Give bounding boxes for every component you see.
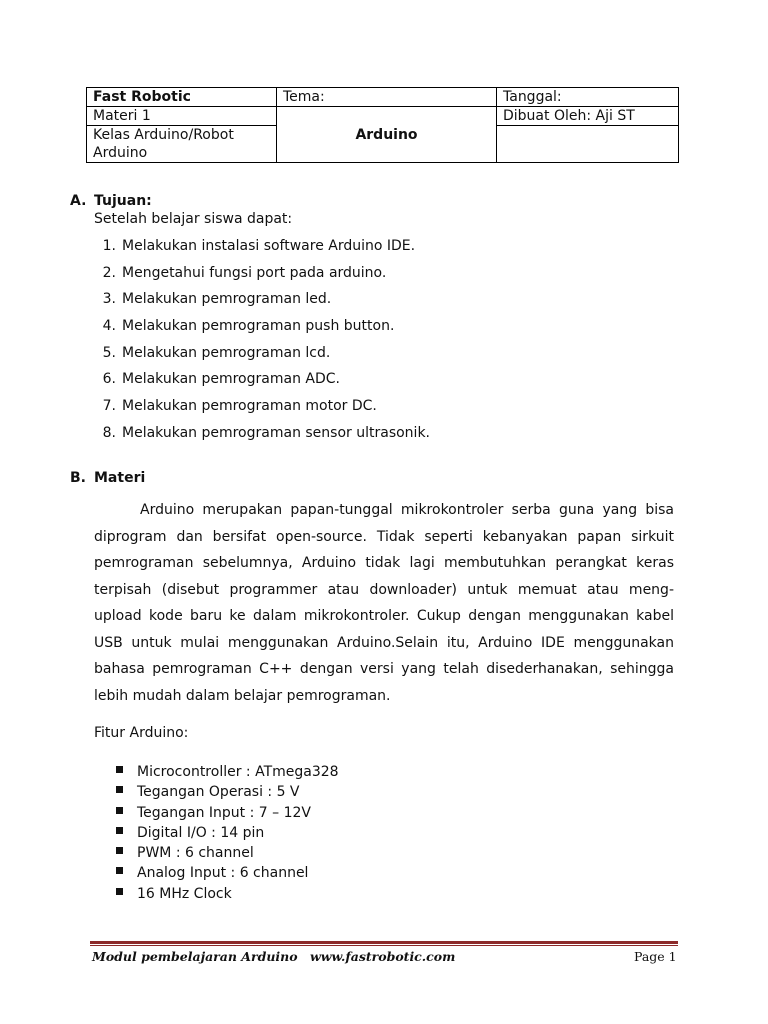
features-list [116, 762, 339, 904]
class-label [87, 126, 277, 163]
square-bullet-icon [116, 847, 123, 854]
feature-text: PWM : 6 channel [137, 845, 254, 862]
feature-text: Analog Input : 6 channel [137, 865, 309, 882]
list-text: Melakukan pemrograman push button. [122, 318, 395, 335]
list-number: 8. [102, 424, 116, 441]
list-text: Melakukan pemrograman led. [122, 291, 332, 308]
feature-text: 16 MHz Clock [137, 885, 232, 902]
materi-paragraph: Arduino merupakan papan-tunggal mikrokontroler serba guna yang bisa diprogram dan bersifat open-source. Tidak seperti kebanyakan papan sirkuit pemrograman sebelumnya, Arduino tidak lagi membutuhkan perangkat keras terpisah (disebut programmer atau downloader) untuk memuat atau meng-upload kode baru ke dalam mikrokontroler. Cukup dengan menggunakan kabel USB untuk mulai menggunakan Arduino.Selain itu, Arduino IDE menggunakan bahasa pemrograman C++ dengan versi yang telah disederhanakan, sehingga lebih mudah dalam belajar pemrograman. [94, 502, 674, 704]
square-bullet-icon [116, 827, 123, 834]
features-label: Fitur Arduino: [94, 725, 189, 741]
list-number: 6. [102, 371, 116, 388]
list-text: Melakukan instalasi software Arduino IDE. [122, 238, 416, 254]
list-number: 3. [102, 291, 116, 308]
date-label: Tanggal: [497, 88, 679, 107]
list-number: 2. [102, 264, 116, 281]
goals-intro: Setelah belajar siswa dapat: [94, 211, 293, 227]
list-item [116, 803, 339, 823]
footer-url: www.fastrobotic.com [310, 949, 456, 964]
feature-text: Tegangan Operasi : 5 V [137, 784, 300, 801]
list-number: 5. [102, 344, 116, 361]
list-item [116, 823, 339, 843]
theme-label: Tema: [277, 88, 497, 107]
list-item [116, 843, 339, 863]
section-b-letter: B. [70, 470, 86, 486]
list-item [94, 423, 430, 450]
list-item [94, 369, 430, 396]
list-text: Mengetahui fungsi port pada arduino. [122, 264, 387, 281]
list-item [116, 863, 339, 883]
list-item [116, 762, 339, 782]
list-number: 7. [102, 398, 116, 415]
goals-list [94, 236, 430, 450]
list-item [94, 263, 430, 290]
square-bullet-icon [116, 807, 123, 814]
lesson-label: Materi 1 [87, 107, 277, 126]
feature-text: Microcontroller : ATmega328 [137, 764, 339, 780]
school-name: Fast Robotic [87, 88, 277, 107]
section-b-title: Materi [94, 470, 146, 486]
list-number: 4. [102, 318, 116, 335]
topic-title: Arduino [277, 107, 497, 163]
list-item [116, 782, 339, 802]
section-a-heading [70, 192, 152, 210]
footer-rule-thin [90, 945, 678, 946]
list-item [94, 396, 430, 423]
list-number: 1. [102, 238, 116, 254]
list-item [94, 289, 430, 316]
square-bullet-icon [116, 867, 123, 874]
section-a-title: Tujuan: [94, 193, 152, 209]
feature-text: Tegangan Input : 7 – 12V [137, 804, 311, 821]
empty-cell [497, 126, 679, 163]
footer-title: Modul pembelajaran Arduino [92, 949, 298, 964]
list-item [116, 884, 339, 904]
footer-rule [90, 941, 678, 944]
class-label-line2: Arduino [93, 145, 148, 161]
square-bullet-icon [116, 786, 123, 793]
list-item [94, 236, 430, 263]
class-label-line1: Kelas Arduino/Robot [93, 127, 234, 143]
list-text: Melakukan pemrograman sensor ultrasonik. [122, 424, 430, 441]
list-text: Melakukan pemrograman motor DC. [122, 398, 377, 415]
list-text: Melakukan pemrograman ADC. [122, 371, 340, 388]
page-number: Page 1 [634, 949, 677, 964]
header-table [86, 87, 679, 163]
list-text: Melakukan pemrograman lcd. [122, 344, 331, 361]
square-bullet-icon [116, 766, 123, 773]
section-a-letter: A. [70, 193, 87, 209]
square-bullet-icon [116, 888, 123, 895]
section-b-heading [70, 469, 145, 487]
list-item [94, 343, 430, 370]
list-item [94, 316, 430, 343]
feature-text: Digital I/O : 14 pin [137, 824, 265, 841]
author-label: Dibuat Oleh: Aji ST [497, 107, 679, 126]
